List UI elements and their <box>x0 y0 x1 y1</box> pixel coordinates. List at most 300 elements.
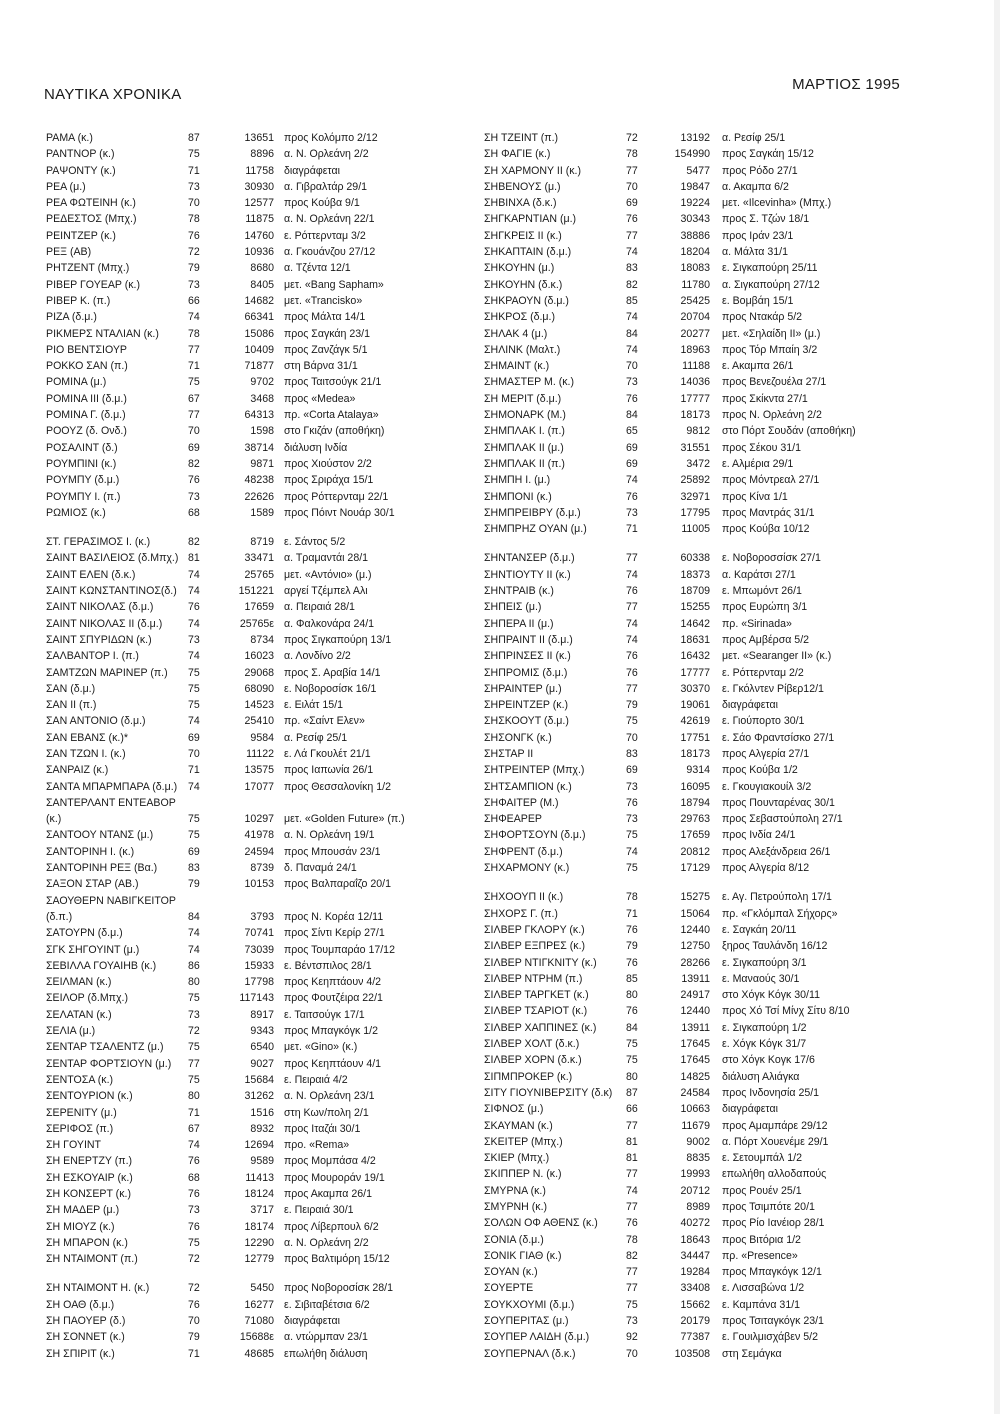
voyage-status: α. Λονδίνο 2/2 <box>284 650 351 663</box>
build-year: 74 <box>188 311 200 324</box>
voyage-status: προς Κεηπτάουν 4/1 <box>284 1057 382 1070</box>
ship-name: ΣΗ ΜΙΟΥΖ (κ.) <box>46 1220 115 1233</box>
build-year: 79 <box>188 1331 200 1344</box>
ship-name: ΣΙΛΒΕΡ ΝΤΡΗΜ (π.) <box>484 972 583 985</box>
ship-entry-row <box>46 1251 461 1267</box>
voyage-status: ε. Λά Γκουλέτ 21/1 <box>284 747 371 760</box>
build-year: 82 <box>626 278 638 291</box>
voyage-status: προς Σ. Τζών 18/1 <box>722 213 810 226</box>
voyage-status: μετ. «Αντόνιο» (μ.) <box>284 568 372 581</box>
ship-name: ΣΟΥΠΕΡΙΤΑΣ (μ.) <box>484 1315 569 1328</box>
tonnage: 20812 <box>680 845 710 858</box>
ship-entry-row <box>484 938 899 954</box>
ship-name: ΣΟΝΙΚ ΓΙΑΘ (κ.) <box>484 1249 562 1262</box>
voyage-status: επωλήθη αλλοδαπούς <box>722 1168 827 1181</box>
ship-entry-row <box>484 195 899 211</box>
right-column <box>484 130 899 1362</box>
build-year: 72 <box>626 132 638 144</box>
build-year: 84 <box>626 327 638 340</box>
ship-entry-row <box>484 1020 899 1036</box>
voyage-status: ε. Γιούπορτο 30/1 <box>722 715 805 728</box>
build-year: 75 <box>188 1041 200 1054</box>
ship-entry-row <box>484 567 899 583</box>
build-year: 70 <box>626 731 638 744</box>
ship-entry-row <box>484 130 899 146</box>
ship-name: ΡΙΖΑ (δ.μ.) <box>46 311 97 324</box>
build-year: 83 <box>626 262 638 275</box>
ship-entry-row <box>46 893 461 909</box>
ship-entry-row <box>484 1215 899 1231</box>
ship-name: ΣΗΣΚΟΟΥΤ (δ.μ.) <box>484 715 569 728</box>
ship-entry-row <box>484 1003 899 1019</box>
tonnage: 17659 <box>680 829 710 842</box>
build-year: 73 <box>626 813 638 826</box>
ship-name: ΣΗΒΕΝΟΥΣ (μ.) <box>484 180 561 193</box>
ship-entry-row <box>484 681 899 697</box>
build-year: 77 <box>626 1119 638 1132</box>
tonnage: 17645 <box>680 1054 710 1067</box>
tonnage: 48238 <box>244 474 274 487</box>
ship-name: ΣΗ ΟΑΘ (δ.μ.) <box>46 1298 115 1311</box>
ship-entry-row <box>46 1039 461 1055</box>
ship-entry-row <box>46 632 461 648</box>
build-year: 79 <box>626 940 638 953</box>
voyage-status: διάλυση Αλιάγκα <box>722 1070 800 1083</box>
build-year: 72 <box>188 1253 200 1266</box>
tonnage: 24594 <box>244 845 274 858</box>
ship-name: ΡΕΔΕΣΤΟΣ (Μπχ.) <box>46 213 137 226</box>
voyage-status: προς Ντακάρ 5/2 <box>722 311 803 324</box>
voyage-status: ε. Αγ. Πετρούπολη 17/1 <box>722 891 832 904</box>
voyage-status: ε. Μαναούς 30/1 <box>722 972 800 985</box>
ship-entry-row <box>484 472 899 488</box>
build-year: 73 <box>188 180 200 193</box>
build-year: 74 <box>626 633 638 646</box>
ship-entry-row <box>46 358 461 374</box>
voyage-status: προς Αμβέρσα 5/2 <box>722 633 810 646</box>
build-year: 81 <box>188 552 200 565</box>
ship-name: ΣΗΤΡΕΙΝΤΕΡ (Μπχ.) <box>484 764 585 777</box>
ship-name: ΣΗΜΠΡΗΖ ΟΥΑΝ (μ.) <box>484 523 587 536</box>
ship-entry-row <box>46 1346 461 1362</box>
build-year: 81 <box>626 1152 638 1165</box>
build-year: 69 <box>626 764 638 777</box>
tonnage: 17777 <box>680 392 710 405</box>
tonnage: 13911 <box>681 1021 710 1034</box>
tonnage: 14682 <box>244 294 274 307</box>
voyage-status: προς Φουτζέιρα 22/1 <box>284 992 383 1005</box>
ship-entry-row <box>484 697 899 713</box>
ship-name: ΣΓΚ ΣΗΓΟΥΙΝΤ (μ.) <box>46 943 140 956</box>
ship-entry-row <box>484 391 899 407</box>
voyage-status: ε. Νοβοροσίσκ 16/1 <box>284 682 377 695</box>
ship-name: ΣΗΜΠΛΑΚ Ι. (π.) <box>484 425 565 438</box>
build-year: 73 <box>188 1008 200 1021</box>
ship-name: ΣΗΠΕΙΣ (μ.) <box>484 601 542 614</box>
build-year: 68 <box>188 506 200 519</box>
voyage-status: προς Ινδονησία 25/1 <box>722 1086 820 1099</box>
voyage-status: ε. Σάο Φραντσίσκο 27/1 <box>722 731 835 744</box>
ship-entry-row <box>484 889 899 905</box>
voyage-status: επωλήθη διάλυση <box>284 1347 368 1360</box>
ship-name: ΡΙΟ ΒΕΝΤΣΙΟΥΡ <box>46 343 127 356</box>
tonnage: 9343 <box>250 1025 274 1038</box>
build-year: 69 <box>188 441 200 454</box>
ship-name: ΣΗΝΤΙΟΥΤΥ ΙΙ (κ.) <box>484 568 571 581</box>
ship-name: ΡΙΒΕΡ ΓΟΥΕΑΡ (κ.) <box>46 278 141 291</box>
tonnage: 29068 <box>244 666 274 679</box>
ship-name: ΡΕΑ ΦΩΤΕΙΝΗ (κ.) <box>46 197 136 210</box>
ship-name: ΣΗΦΟΡΤΣΟΥΝ (δ.μ.) <box>484 829 586 842</box>
build-year: 77 <box>626 164 638 177</box>
tonnage: 18963 <box>680 343 710 356</box>
tonnage: 1598 <box>250 425 274 438</box>
tonnage: 8680 <box>250 262 274 275</box>
tonnage: 11758 <box>245 164 274 177</box>
voyage-status: ε. Πειραιά 4/2 <box>284 1073 348 1086</box>
build-year: 78 <box>626 891 638 904</box>
voyage-status: α. Καράτσι 27/1 <box>722 568 796 581</box>
voyage-status: μετ. «Golden Future» (π.) <box>284 813 405 826</box>
tonnage: 8405 <box>250 278 274 291</box>
voyage-status: διαγράφεται <box>284 164 340 177</box>
tonnage: 34447 <box>680 1249 710 1262</box>
tonnage: 8835 <box>686 1152 710 1165</box>
tonnage: 11122 <box>246 747 274 760</box>
tonnage: 9002 <box>686 1135 710 1148</box>
tonnage: 60338 <box>680 552 710 565</box>
ship-name: ΣΗ ΕΣΚΟΥΑΙΡ (κ.) <box>46 1171 133 1184</box>
tonnage: 13651 <box>244 132 274 144</box>
build-year: 75 <box>188 992 200 1005</box>
voyage-status: προς Κεηπτάουν 4/2 <box>284 976 382 989</box>
build-year: 78 <box>626 1233 638 1246</box>
tonnage: 1589 <box>250 506 274 519</box>
tonnage: 20179 <box>680 1315 710 1328</box>
ship-entry-row <box>46 779 461 795</box>
ship-name: ΣΕΙΛΜΑΝ (κ.) <box>46 976 112 989</box>
voyage-status: προς Ν. Ορλεάνη 2/2 <box>722 409 822 422</box>
build-year: 79 <box>188 262 200 275</box>
voyage-status: προς Μουροράν 19/1 <box>284 1171 385 1184</box>
build-year: 67 <box>188 392 200 405</box>
tonnage: 29763 <box>680 813 710 826</box>
tonnage: 11188 <box>682 360 710 373</box>
ship-name: ΣΗ ΣΟΝΝΕΤ (κ.) <box>46 1331 125 1344</box>
voyage-status: ε. Λισσαβώνα 1/2 <box>722 1282 805 1295</box>
tonnage: 18173 <box>680 409 710 422</box>
ship-name: ΣΑΝΤΟΡΙΝΗ ΡΕΞ (Βα.) <box>46 862 158 875</box>
ship-name: ΡΕΞ (ΑΒ) <box>46 246 92 259</box>
ship-name: ΣΗΜΑΣΤΕΡ Μ. (κ.) <box>484 376 575 389</box>
ship-name: ΣΕΡΕΝΙΤΥ (μ.) <box>46 1106 117 1119</box>
ship-entry-row <box>46 309 461 325</box>
voyage-status: προς Ινδία 24/1 <box>722 829 796 842</box>
ship-entry-row <box>484 955 899 971</box>
ship-entry-row <box>46 374 461 390</box>
build-year: 84 <box>626 409 638 422</box>
ship-name: ΣΗΠΡΑΙΝΤ ΙΙ (δ.μ.) <box>484 633 573 646</box>
voyage-status: α. Τζέντα 12/1 <box>284 262 351 275</box>
ship-entry-row <box>46 1297 461 1313</box>
build-year: 74 <box>188 943 200 956</box>
ship-name: ΣΙΛΒΕΡ ΝΤΙΓΚΝΙΤΥ (κ.) <box>484 956 597 969</box>
build-year: 71 <box>188 764 200 777</box>
voyage-status: προς Νοβοροσίσκ 28/1 <box>284 1282 394 1295</box>
voyage-status: ε. Καμπάνα 31/1 <box>722 1298 801 1311</box>
tonnage: 151221 <box>238 585 274 598</box>
tonnage: 18173 <box>680 747 710 760</box>
build-year: 76 <box>188 1220 200 1233</box>
ship-entry-row <box>46 648 461 664</box>
voyage-status: προς Σ. Αραβία 14/1 <box>284 666 381 679</box>
build-year: 84 <box>626 1021 638 1034</box>
build-year: 77 <box>626 1201 638 1213</box>
build-year: 80 <box>188 1090 200 1103</box>
tonnage: 10409 <box>244 343 274 356</box>
voyage-status: δ. Παναμά 24/1 <box>284 862 357 875</box>
build-year: 70 <box>188 425 200 438</box>
build-year: 80 <box>626 989 638 1002</box>
ship-name: ΣΟΥΠΕΡΝΑΛ (δ.κ.) <box>484 1347 576 1360</box>
build-year: 82 <box>188 457 200 470</box>
build-year: 71 <box>188 360 200 373</box>
ship-name: ΣΗΡΕΙΝΤΖΕΡ (κ.) <box>484 699 569 712</box>
build-year: 74 <box>188 650 200 663</box>
tonnage: 14642 <box>680 617 710 630</box>
ship-entry-row <box>46 1105 461 1121</box>
build-year: 74 <box>188 715 200 728</box>
build-year: 77 <box>188 343 200 356</box>
tonnage: 33408 <box>680 1282 710 1295</box>
build-year: 74 <box>626 343 638 356</box>
ship-entry-row <box>46 599 461 615</box>
ship-name: ΡΟΥΜΠΥ Ι. (π.) <box>46 490 121 503</box>
ship-name: ΣΑΙΝΤ ΝΙΚΟΛΑΣ (δ.μ.) <box>46 601 154 614</box>
build-year: 76 <box>626 666 638 679</box>
tonnage: 9702 <box>250 376 274 389</box>
ship-entry-row <box>484 505 899 521</box>
tonnage: 10663 <box>680 1103 710 1116</box>
tonnage: 17645 <box>680 1038 710 1051</box>
build-year: 75 <box>188 1236 200 1249</box>
ship-entry-row <box>484 374 899 390</box>
voyage-status: α. Σιγκαπούρη 27/12 <box>722 278 820 291</box>
ship-name: ΣΗΚΑΠΤΑΙΝ (δ.μ.) <box>484 246 572 259</box>
voyage-status: ε. Γκουγιακουίλ 3/2 <box>722 780 812 793</box>
tonnage: 9589 <box>250 1155 274 1168</box>
ship-name: ΣΕΛΑΤΑΝ (κ.) <box>46 1008 112 1021</box>
ship-name: ΣΗ ΜΠΑΡΟΝ (κ.) <box>46 1236 128 1249</box>
build-year: 76 <box>626 585 638 598</box>
voyage-status: ε. Ρόττερνταμ 2/2 <box>722 666 804 679</box>
ship-name: ΡΩΜΙΟΣ (κ.) <box>46 506 106 519</box>
tonnage: 30930 <box>244 180 274 193</box>
tonnage: 24917 <box>680 989 710 1002</box>
tonnage: 18174 <box>244 1220 274 1233</box>
tonnage: 8739 <box>250 862 274 875</box>
tonnage: 17777 <box>680 666 710 679</box>
voyage-status: προ. «Rema» <box>284 1139 350 1152</box>
ship-name: ΣΑΜΤΖΩΝ ΜΑΡΙΝΕΡ (π.) <box>46 666 168 679</box>
ship-name: ΣΗ ΝΤΑΙΜΟΝΤ (π.) <box>46 1253 138 1266</box>
voyage-status: ε. Σιγκαπούρη 3/1 <box>722 956 807 969</box>
build-year: 75 <box>626 1054 638 1067</box>
build-year: 92 <box>626 1331 638 1344</box>
build-year: 75 <box>626 1298 638 1311</box>
build-year: 77 <box>626 229 638 242</box>
build-year: 82 <box>188 536 200 549</box>
ship-name: ΣΙΛΒΕΡ ΤΣΑΡΙΟΤ (κ.) <box>484 1005 588 1018</box>
build-year: 85 <box>626 972 638 985</box>
tonnage: 13575 <box>244 764 274 777</box>
voyage-status: α. Ακαμπα 6/2 <box>722 180 789 193</box>
ship-name: ΣΑΙΝΤ ΣΠΥΡΙΔΩΝ (κ.) <box>46 633 152 646</box>
build-year: 72 <box>188 1282 200 1295</box>
voyage-status: ε. Σιγκαπούρη 1/2 <box>722 1021 807 1034</box>
build-year: 81 <box>626 1135 638 1148</box>
build-year: 75 <box>626 862 638 875</box>
ship-name: ΣΑΝ (δ.μ.) <box>46 682 96 695</box>
tonnage: 3468 <box>250 392 274 405</box>
tonnage: 15662 <box>680 1298 710 1311</box>
voyage-status: προς Μομπάσα 4/2 <box>284 1155 376 1168</box>
voyage-status: προς Χιούστον 2/2 <box>284 457 372 470</box>
voyage-status: προς Τόρ Μπαίη 3/2 <box>722 343 818 356</box>
build-year: 71 <box>626 907 638 920</box>
voyage-status: προς Σκίκντα 27/1 <box>722 392 808 405</box>
voyage-status: α. Ρεσίφ 25/1 <box>284 731 348 744</box>
ship-name: ΣΗ ΓΟΥΙΝΤ <box>46 1139 102 1152</box>
ship-entry-row <box>484 746 899 762</box>
tonnage: 19993 <box>680 1168 710 1181</box>
ship-name: ΡΟΟΥΖ (δ. Ονδ.) <box>46 425 127 438</box>
tonnage: 20712 <box>680 1184 710 1197</box>
tonnage: 11875 <box>245 213 274 226</box>
ship-name: ΣΗΧΟΡΣ Γ. (π.) <box>484 907 558 920</box>
ship-name: ΣΟΥΚΧΟΥΜΙ (δ.μ.) <box>484 1298 575 1311</box>
ship-name: ΣΚΑΥΜΑΝ (κ.) <box>484 1119 553 1132</box>
voyage-status: προς Ρίο Ιανέιορ 28/1 <box>722 1217 825 1230</box>
ship-name: ΣΑΝ ΙΙ (π.) <box>46 699 97 712</box>
voyage-status: προς Σριράχα 15/1 <box>284 474 374 487</box>
voyage-status: α. Γιβραλτάρ 29/1 <box>284 180 368 193</box>
ship-name: ΣΗ ΜΑΔΕΡ (μ.) <box>46 1204 120 1217</box>
tonnage: 16095 <box>680 780 710 793</box>
ship-name: ΡΟΜΙΝΑ (μ.) <box>46 376 107 389</box>
ship-entry-row <box>484 762 899 778</box>
ship-name: ΡΙΚΜΕΡΣ ΝΤΑΛΙΑΝ (κ.) <box>46 327 159 340</box>
ship-entry-row <box>484 616 899 632</box>
build-year: 75 <box>188 376 200 389</box>
build-year: 70 <box>188 197 200 210</box>
voyage-status: μετ. «Σηλαίδη ΙΙ» (μ.) <box>722 327 821 340</box>
ship-entry-row <box>46 616 461 632</box>
ship-name: ΣΗ ΜΕΡΙΤ (δ.μ.) <box>484 392 562 405</box>
build-year: 74 <box>188 585 200 598</box>
tonnage: 70741 <box>244 927 274 940</box>
tonnage: 15688ε <box>239 1331 274 1344</box>
ship-entry-row <box>46 1186 461 1202</box>
ship-name: ΣΗΡΑΙΝΤΕΡ (μ.) <box>484 682 562 695</box>
tonnage: 17751 <box>680 731 710 744</box>
ship-entry-row <box>46 876 461 892</box>
voyage-status: προς Κούβα 10/12 <box>722 523 810 536</box>
voyage-status: προς Σαγκάη 15/12 <box>722 148 814 161</box>
build-year: 70 <box>626 1347 638 1360</box>
voyage-status: μετ. «Gino» (κ.) <box>284 1041 358 1054</box>
section-gap <box>46 521 461 534</box>
ship-entry-row <box>46 974 461 990</box>
ship-entry-row <box>46 909 461 925</box>
ship-entry-row <box>484 293 899 309</box>
ship-name: ΣΑΙΝΤ ΕΛΕΝ (δ.κ.) <box>46 568 136 581</box>
voyage-status: ε. Ταιτσούγκ 17/1 <box>284 1008 365 1021</box>
ship-entry-row <box>46 146 461 162</box>
voyage-status: ε. Πειραιά 30/1 <box>284 1204 354 1217</box>
ship-entry-row <box>46 958 461 974</box>
ship-entry-row <box>484 1183 899 1199</box>
ship-name: ΡΟΥΜΠΙΝΙ (κ.) <box>46 457 117 470</box>
ship-name: ΣΑΝ ΕΒΑΝΣ (κ.)* <box>46 731 128 744</box>
ship-entry-row <box>484 456 899 472</box>
voyage-status: α. Ν. Ορλεάνη 23/1 <box>284 1090 375 1103</box>
ship-name: ΣΗΦΡΕΝΤ (δ.μ.) <box>484 845 563 858</box>
ship-entry-row <box>46 762 461 778</box>
ship-entry-row <box>484 1199 899 1215</box>
ship-entry-row <box>484 179 899 195</box>
build-year: 77 <box>626 1282 638 1295</box>
build-year: 69 <box>626 457 638 470</box>
ship-entry-row <box>484 1280 899 1296</box>
voyage-status: προς Κολόμπο 2/12 <box>284 132 378 144</box>
voyage-status: προς Μπαγκόγκ 1/2 <box>284 1025 379 1038</box>
build-year: 77 <box>626 601 638 614</box>
ship-entry-row <box>484 146 899 162</box>
ship-name: ΣΟΛΩΝ ΟΦ ΑΘΕΝΣ (κ.) <box>484 1217 598 1230</box>
build-year: 75 <box>188 829 200 842</box>
ship-name: ΣΤ. ΓΕΡΑΣΙΜΟΣ Ι. (κ.) <box>46 536 151 549</box>
build-year: 72 <box>188 1025 200 1038</box>
ship-name: ΣΑΛΒΑΝΤΟΡ Ι. (π.) <box>46 650 139 663</box>
build-year: 74 <box>626 311 638 324</box>
voyage-status: προς Μπουσάν 23/1 <box>284 845 381 858</box>
ship-entry-row <box>484 811 899 827</box>
voyage-status: στο Πόρτ Σουδάν (αποθήκη) <box>722 425 856 438</box>
build-year: 78 <box>188 327 200 340</box>
voyage-status: διαγράφεται <box>722 699 778 712</box>
ship-entry-row <box>484 987 899 1003</box>
ship-entry-row <box>46 505 461 521</box>
voyage-status: προς Βαλπαραΐζο 20/1 <box>284 878 391 891</box>
build-year: 76 <box>626 490 638 503</box>
voyage-status: διαγράφεται <box>722 1103 778 1116</box>
ship-entry-row <box>484 648 899 664</box>
tonnage: 12440 <box>680 1005 710 1018</box>
build-year: 73 <box>188 490 200 503</box>
ship-name: ΣΙΤΥ ΓΙΟΥΝΙΒΕΡΣΙΤΥ (δ.κ) <box>484 1086 613 1099</box>
ship-name: ΣΗΤΣΑΜΠΙΟΝ (κ.) <box>484 780 572 793</box>
build-year: 76 <box>188 601 200 614</box>
ship-entry-row <box>46 697 461 713</box>
tonnage: 1516 <box>250 1106 274 1119</box>
tonnage: 11413 <box>245 1171 274 1184</box>
build-year: 77 <box>188 409 200 422</box>
build-year: 87 <box>188 132 200 144</box>
voyage-status: προς Μάλτα 14/1 <box>284 311 366 324</box>
build-year: 80 <box>188 976 200 989</box>
tonnage: 3717 <box>250 1204 274 1217</box>
